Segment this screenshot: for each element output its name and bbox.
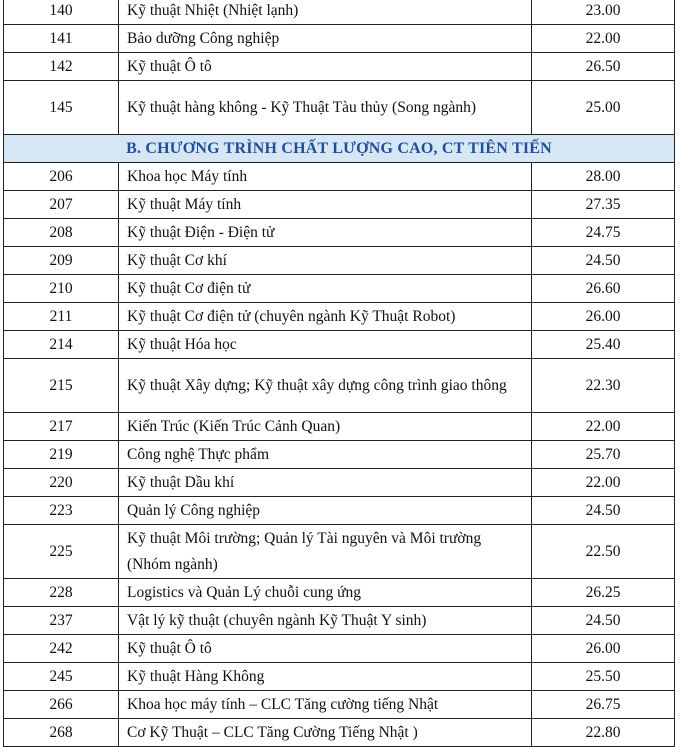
major-code: 268 — [4, 719, 119, 747]
major-code: 206 — [4, 163, 119, 191]
major-name — [119, 219, 532, 247]
table-row — [4, 635, 675, 663]
cutoff-score: 26.60 — [532, 275, 675, 303]
major-name-text: Kỹ thuật Cơ khí — [127, 251, 227, 269]
table-row — [4, 81, 675, 135]
major-name-text: Kiến Trúc (Kiến Trúc Cảnh Quan) — [127, 417, 341, 435]
table-row — [4, 359, 675, 413]
major-code: 223 — [4, 497, 119, 525]
major-name — [119, 635, 532, 663]
major-code: 242 — [4, 635, 119, 663]
major-name — [119, 303, 532, 331]
table-row — [4, 275, 675, 303]
major-name-text: Công nghệ Thực phẩm — [127, 445, 269, 463]
section-header-row — [4, 135, 675, 163]
major-name — [119, 163, 532, 191]
table-row — [4, 331, 675, 359]
major-code: 215 — [4, 359, 119, 413]
major-name-text: Khoa học Máy tính — [127, 167, 248, 185]
major-name-text: Vật lý kỹ thuật (chuyên ngành Kỹ Thuật Y sinh) — [127, 611, 427, 629]
cutoff-score: 24.50 — [532, 247, 675, 275]
table-row — [4, 25, 675, 53]
major-name-text: Kỹ thuật Nhiệt (Nhiệt lạnh) — [127, 1, 299, 19]
major-name — [119, 247, 532, 275]
major-name-text: Cơ Kỹ Thuật – CLC Tăng Cường Tiếng Nhật ) — [127, 723, 418, 741]
table-row — [4, 469, 675, 497]
cutoff-score: 25.40 — [532, 331, 675, 359]
major-code: 225 — [4, 525, 119, 579]
cutoff-score: 26.50 — [532, 53, 675, 81]
major-code: 220 — [4, 469, 119, 497]
table-row — [4, 163, 675, 191]
major-name — [119, 25, 532, 53]
table-row — [4, 441, 675, 469]
cutoff-score: 26.00 — [532, 635, 675, 663]
cutoff-score: 26.25 — [532, 579, 675, 607]
cutoff-score: 27.35 — [532, 191, 675, 219]
major-name — [119, 0, 532, 25]
major-name — [119, 691, 532, 719]
cutoff-score: 24.50 — [532, 607, 675, 635]
major-code: 145 — [4, 81, 119, 135]
major-code: 208 — [4, 219, 119, 247]
major-name — [119, 663, 532, 691]
major-name — [119, 191, 532, 219]
major-code: 217 — [4, 413, 119, 441]
table-row — [4, 191, 675, 219]
major-name — [119, 413, 532, 441]
major-name — [119, 719, 532, 747]
table-row — [4, 247, 675, 275]
table-row — [4, 525, 675, 579]
major-name-text: Kỹ thuật Môi trường; Quản lý Tài nguyên và Môi trường (Nhóm ngành) — [127, 529, 482, 573]
table-row — [4, 663, 675, 691]
major-name — [119, 81, 532, 135]
table-row — [4, 497, 675, 525]
major-name — [119, 579, 532, 607]
section-b-title: B. CHƯƠNG TRÌNH CHẤT LƯỢNG CAO, CT TIÊN TIẾN — [4, 135, 675, 163]
cutoff-score: 22.00 — [532, 25, 675, 53]
major-name-text: Kỹ thuật Ô tô — [127, 57, 212, 75]
table-row — [4, 0, 675, 25]
major-code: 211 — [4, 303, 119, 331]
major-code: 266 — [4, 691, 119, 719]
major-code: 142 — [4, 53, 119, 81]
table-row — [4, 719, 675, 747]
admission-score-table — [3, 0, 675, 747]
major-name — [119, 53, 532, 81]
major-name — [119, 469, 532, 497]
major-name-text: Kỹ thuật Máy tính — [127, 195, 242, 213]
major-code: 214 — [4, 331, 119, 359]
cutoff-score: 22.00 — [532, 413, 675, 441]
major-code: 210 — [4, 275, 119, 303]
major-name — [119, 359, 532, 413]
table-row — [4, 53, 675, 81]
cutoff-score: 24.75 — [532, 219, 675, 247]
cutoff-score: 23.00 — [532, 0, 675, 25]
major-name-text: Kỹ thuật Cơ điện tử (chuyên ngành Kỹ Thuật Robot) — [127, 307, 456, 325]
major-name — [119, 331, 532, 359]
major-name-text: Logistics và Quản Lý chuỗi cung ứng — [127, 583, 361, 601]
major-name — [119, 441, 532, 469]
cutoff-score: 22.80 — [532, 719, 675, 747]
major-name-text: Bảo dưỡng Công nghiệp — [127, 29, 280, 47]
table-row — [4, 579, 675, 607]
major-code: 219 — [4, 441, 119, 469]
major-name-text: Kỹ thuật Hóa học — [127, 335, 237, 353]
cutoff-score: 26.00 — [532, 303, 675, 331]
cutoff-score: 28.00 — [532, 163, 675, 191]
major-name-text: Khoa học máy tính – CLC Tăng cường tiếng Nhật — [127, 695, 439, 713]
table-row — [4, 219, 675, 247]
major-name — [119, 497, 532, 525]
major-code: 237 — [4, 607, 119, 635]
major-name — [119, 275, 532, 303]
major-name-text: Kỹ thuật Xây dựng; Kỹ thuật xây dựng công trình giao thông — [127, 376, 507, 394]
major-code: 245 — [4, 663, 119, 691]
major-code: 207 — [4, 191, 119, 219]
major-code: 141 — [4, 25, 119, 53]
cutoff-score: 25.50 — [532, 663, 675, 691]
cutoff-score: 22.50 — [532, 525, 675, 579]
cutoff-score: 22.00 — [532, 469, 675, 497]
major-code: 228 — [4, 579, 119, 607]
cutoff-score: 26.75 — [532, 691, 675, 719]
table-row — [4, 303, 675, 331]
major-name-text: Kỹ thuật Cơ điện tử — [127, 279, 251, 297]
major-name-text: Quản lý Công nghiệp — [127, 501, 261, 519]
table-row — [4, 607, 675, 635]
cutoff-score: 25.70 — [532, 441, 675, 469]
major-name — [119, 525, 532, 579]
major-name-text: Kỹ thuật Điện - Điện tử — [127, 223, 275, 241]
major-name-text: Kỹ thuật hàng không - Kỹ Thuật Tàu thủy (Song ngành) — [127, 98, 476, 116]
major-code: 209 — [4, 247, 119, 275]
cutoff-score: 25.00 — [532, 81, 675, 135]
major-name-text: Kỹ thuật Dầu khí — [127, 473, 235, 491]
cutoff-score: 24.50 — [532, 497, 675, 525]
major-name-text: Kỹ thuật Hàng Không — [127, 667, 265, 685]
major-name — [119, 607, 532, 635]
cutoff-score: 22.30 — [532, 359, 675, 413]
table-row — [4, 413, 675, 441]
major-code: 140 — [4, 0, 119, 25]
table-row — [4, 691, 675, 719]
major-name-text: Kỹ thuật Ô tô — [127, 639, 212, 657]
